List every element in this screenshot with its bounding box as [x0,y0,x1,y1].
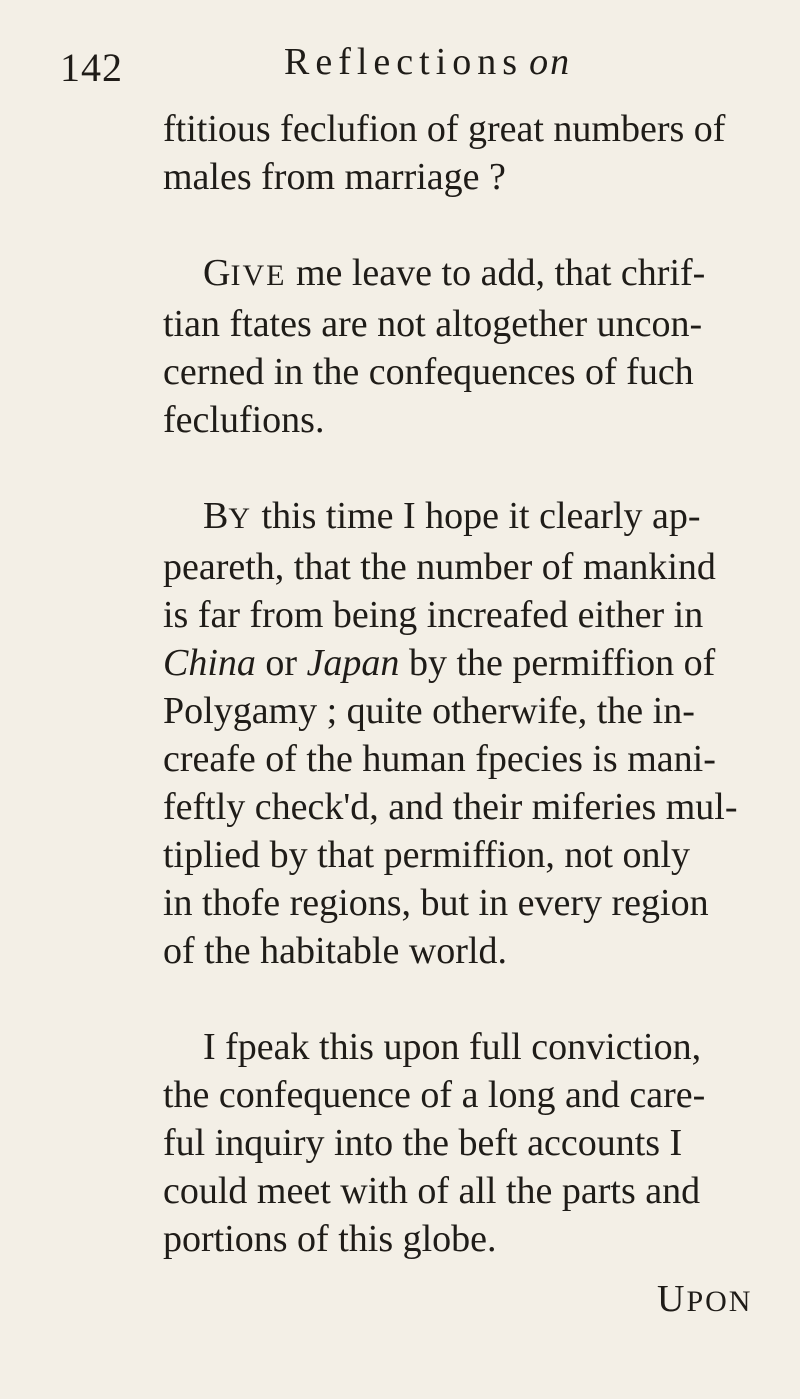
text-line: of the habitable world. [163,930,508,972]
text-line [163,492,800,543]
line-text: or [255,642,307,684]
text-line: could meet with of all the parts and [163,1170,701,1212]
text-line: males from marriage ? [163,156,506,198]
running-title-italic: on [529,41,572,83]
lead-smallcaps: IVE [230,259,287,292]
italic-word-china: China [163,642,256,684]
paragraph-gap [163,975,800,1023]
text-line: I fpeak this upon full conviction, [203,1026,702,1068]
page-header [60,40,760,100]
lead-initial: B [203,495,229,537]
text-line: feclufions. [163,399,325,441]
catchword [657,1277,752,1321]
paragraph-gap [163,444,800,492]
text-line: tiplied by that permiffion, not only [163,834,691,876]
text-line: the confequence of a long and care- [163,1074,706,1116]
text-line [163,249,800,300]
line-text: me leave to add, that chrif- [286,252,706,294]
text-line: ftitious feclufion of great numbers of [163,108,726,150]
text-line: creafe of the human fpecies is mani- [163,738,716,780]
text-line: ful inquiry into the beft accounts I [163,1122,683,1164]
text-line [163,639,800,687]
italic-word-japan: Japan [306,642,400,684]
text-line: Polygamy ; quite otherwife, the in- [163,690,695,732]
lead-smallcaps: Y [228,502,253,535]
catchword-initial: U [657,1278,687,1320]
body-text [163,105,800,1263]
text-line: cerned in the confequences of fuch [163,351,694,393]
text-line: in thofe regions, but in every region [163,882,709,924]
text-line: feftly check'd, and their miferies mul- [163,786,738,828]
paragraph-3 [163,492,800,975]
paragraph-2 [163,249,800,444]
text-line: is far from being increafed either in [163,594,704,636]
running-head [284,40,571,84]
text-line: tian ftates are not altogether uncon- [163,303,703,345]
running-title: Reflections [284,41,524,83]
paragraph-4 [163,1023,800,1263]
lead-initial: G [203,252,231,294]
page-number: 142 [60,45,123,90]
line-text: this time I hope it clearly ap- [252,495,701,537]
paragraph-1 [163,105,800,201]
line-text: by the permiffion of [399,642,716,684]
catchword-rest: PON [686,1285,753,1318]
text-line: peareth, that the number of mankind [163,546,716,588]
paragraph-gap [163,201,800,249]
text-line: portions of this globe. [163,1218,497,1260]
